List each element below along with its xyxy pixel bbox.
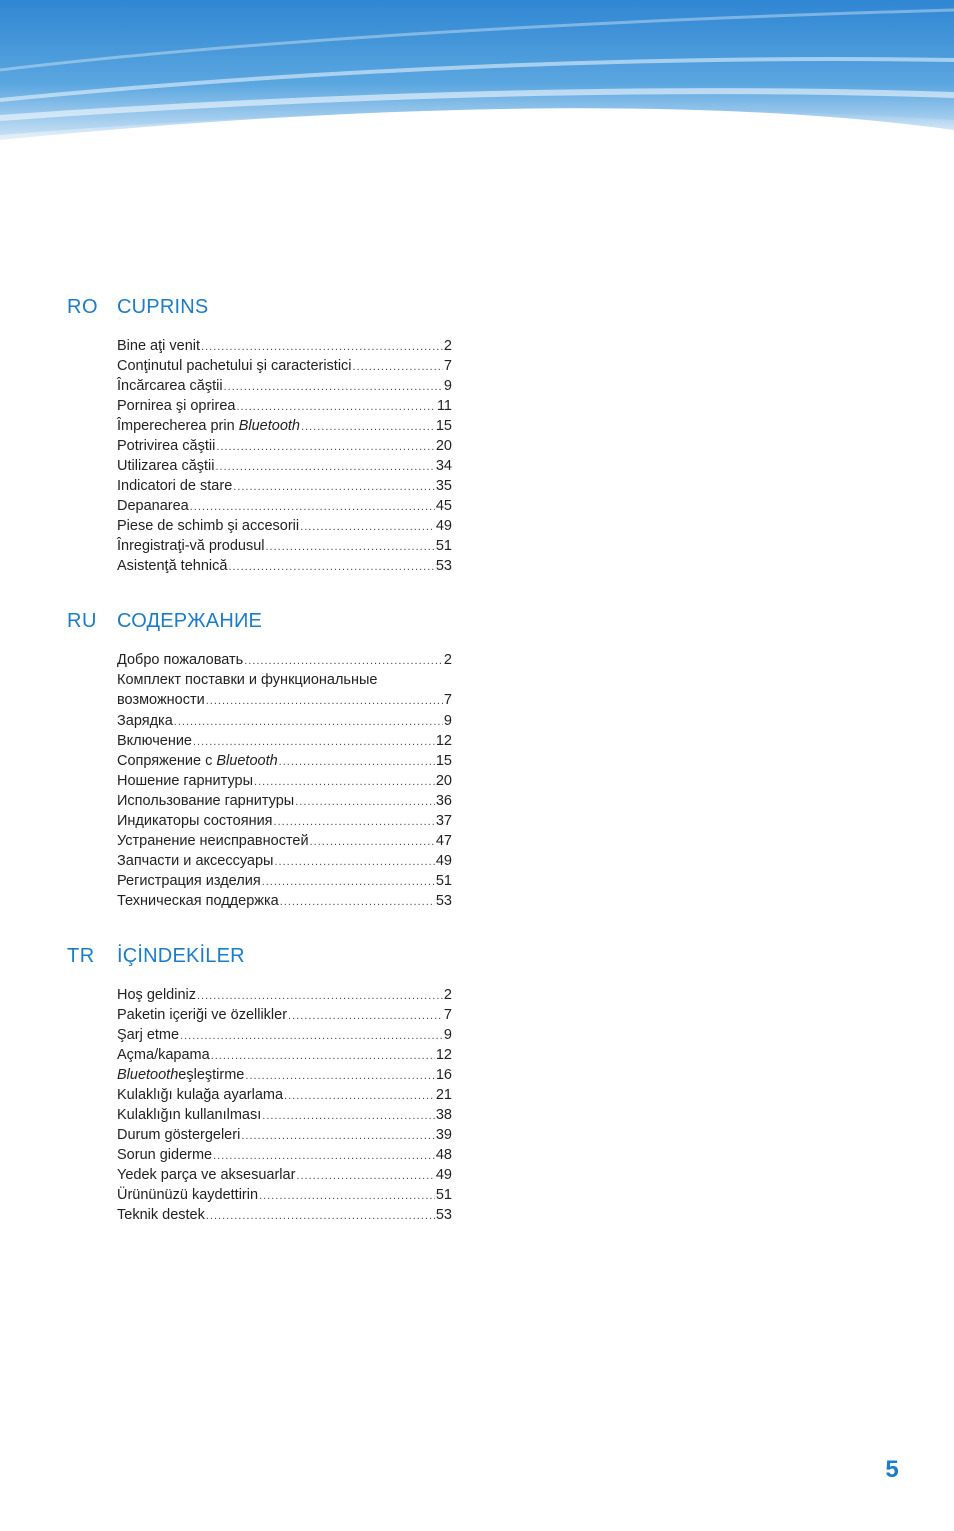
toc-page-number: 49 [435, 853, 452, 869]
toc-entry[interactable]: Kulaklığın kullanılması ..... 38 [117, 1105, 452, 1125]
toc-entry[interactable]: Устранение неисправностей ..... 47 [117, 831, 452, 851]
toc-entry[interactable]: Kulaklığı kulağa ayarlama ..... 21 [117, 1085, 452, 1105]
toc-entry[interactable]: Bine aţi venit ..... 2 [117, 336, 452, 356]
toc-entry[interactable]: Комплект поставки и функциональные возможности ..... 7 [117, 670, 452, 711]
toc-entry[interactable]: Sorun giderme ..... 48 [117, 1145, 452, 1165]
toc-page-number: 47 [435, 833, 452, 849]
toc-entry[interactable]: Техническая поддержка ..... 53 [117, 891, 452, 911]
toc-page-number: 20 [435, 773, 452, 789]
toc-page-number: 7 [443, 1007, 452, 1023]
toc-page-number: 2 [443, 338, 452, 354]
toc-entry[interactable]: Индикаторы состояния ..... 37 [117, 811, 452, 831]
header-wave-banner [0, 0, 954, 170]
toc-entry[interactable]: Использование гарнитуры ..... 36 [117, 791, 452, 811]
toc-page-number: 53 [435, 558, 452, 574]
toc-page-number: 20 [435, 438, 452, 454]
toc-page-number: 49 [435, 1167, 452, 1183]
toc-page-number: 2 [443, 652, 452, 668]
toc-entry[interactable]: Включение ..... 12 [117, 731, 452, 751]
toc-page-number: 15 [435, 753, 452, 769]
language-code: RO [67, 296, 98, 318]
toc-entry[interactable]: Paketin içeriği ve özellikler ..... 7 [117, 1005, 452, 1025]
toc-page-number: 53 [435, 893, 452, 909]
toc-page-number: 21 [435, 1087, 452, 1103]
toc-entry[interactable]: Utilizarea căştii ..... 34 [117, 456, 452, 476]
toc-page-number: 2 [443, 987, 452, 1003]
toc-entry[interactable]: Ношение гарнитуры ..... 20 [117, 771, 452, 791]
toc-entry[interactable]: Asistenţă tehnică ..... 53 [117, 556, 452, 576]
toc-entry[interactable]: Yedek parça ve aksesuarlar ..... 49 [117, 1165, 452, 1185]
toc-entry[interactable]: Pornirea şi oprirea ..... 11 [117, 396, 452, 416]
toc-entry[interactable]: Зарядка ..... 9 [117, 711, 452, 731]
toc-page-number: 36 [435, 793, 452, 809]
toc-page-number: 45 [435, 498, 452, 514]
toc-entry[interactable]: Înregistraţi-vă produsul ..... 51 [117, 536, 452, 556]
toc-entry[interactable]: Conţinutul pachetului şi caracteristici ..... 7 [117, 356, 452, 376]
toc-page-number: 51 [435, 538, 452, 554]
toc-page-number: 9 [443, 378, 452, 394]
toc-page-number: 12 [435, 1047, 452, 1063]
section-title: İÇİNDEKİLER [117, 945, 245, 967]
toc-page-number: 7 [443, 358, 452, 374]
toc-page-number: 9 [443, 1027, 452, 1043]
toc-entry[interactable]: Piese de schimb şi accesorii ..... 49 [117, 516, 452, 536]
toc-page-number: 38 [435, 1107, 452, 1123]
toc-page-number: 49 [435, 518, 452, 534]
toc-entry[interactable]: Запчасти и аксессуары ..... 49 [117, 851, 452, 871]
toc-page-number: 9 [443, 713, 452, 729]
toc-entry[interactable]: Açma/kapama ..... 12 [117, 1045, 452, 1065]
toc-entry[interactable]: Şarj etme ..... 9 [117, 1025, 452, 1045]
toc-page-number: 51 [435, 873, 452, 889]
toc-page-number: 12 [435, 733, 452, 749]
toc-page-number: 11 [436, 398, 452, 414]
toc-entry[interactable]: Indicatori de stare ..... 35 [117, 476, 452, 496]
toc-entry[interactable]: Depanarea ..... 45 [117, 496, 452, 516]
toc-page-number: 16 [435, 1067, 452, 1083]
toc-page-number: 15 [435, 418, 452, 434]
toc-list [117, 650, 452, 911]
toc-page-number: 48 [435, 1147, 452, 1163]
toc-entry[interactable]: Bluetooth eşleştirme ..... 16 [117, 1065, 452, 1085]
page-number: 5 [885, 1456, 899, 1483]
toc-page-number: 53 [435, 1207, 452, 1223]
toc-entry[interactable]: Hoş geldiniz ..... 2 [117, 985, 452, 1005]
section-title: СОДЕРЖАНИЕ [117, 610, 263, 632]
toc-entry[interactable]: Сопряжение с Bluetooth ..... 15 [117, 751, 452, 771]
toc-entry[interactable]: Teknik destek ..... 53 [117, 1205, 452, 1225]
toc-entry[interactable]: Potrivirea căştii ..... 20 [117, 436, 452, 456]
toc-page-number: 37 [435, 813, 452, 829]
toc-entry[interactable]: Добро пожаловать ..... 2 [117, 650, 452, 670]
section-title: CUPRINS [117, 296, 209, 318]
toc-page-number: 7 [443, 692, 452, 708]
toc-entry[interactable]: Durum göstergeleri ..... 39 [117, 1125, 452, 1145]
toc-list [117, 336, 452, 576]
toc-page-number: 35 [435, 478, 452, 494]
toc-entry[interactable]: Регистрация изделия ..... 51 [117, 871, 452, 891]
toc-entry[interactable]: Încărcarea căştii ..... 9 [117, 376, 452, 396]
language-code: TR [67, 945, 95, 967]
language-code: RU [67, 610, 97, 632]
toc-page-number: 34 [435, 458, 452, 474]
toc-entry[interactable]: Împerecherea prin Bluetooth ..... 15 [117, 416, 452, 436]
toc-entry[interactable]: Ürününüzü kaydettirin ..... 51 [117, 1185, 452, 1205]
toc-list [117, 985, 452, 1225]
toc-page-number: 51 [435, 1187, 452, 1203]
toc-page-number: 39 [435, 1127, 452, 1143]
